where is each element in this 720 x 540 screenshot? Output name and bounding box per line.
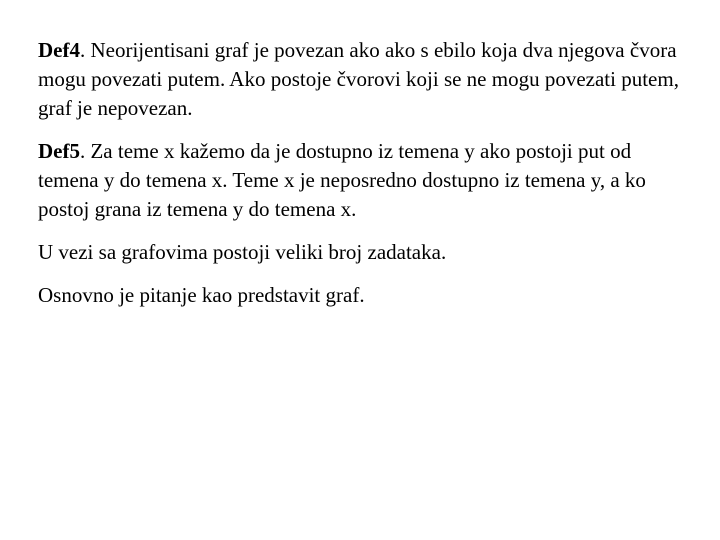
definition-5-paragraph (38, 137, 688, 224)
definition-5-term: Def5 (38, 139, 80, 163)
representation-paragraph: Osnovno je pitanje kao predstavit graf. (38, 283, 365, 307)
slide-content (38, 36, 688, 324)
definition-4-text: . Neorijentisani graf je povezan ako ako s ebilo koja dva njegova čvora mogu povezati putem. Ako postoje čvorovi koji se ne mogu povezati putem, graf je nepovezan. (38, 38, 679, 120)
definition-4-term: Def4 (38, 38, 80, 62)
definition-4-paragraph (38, 36, 688, 123)
definition-5-text: . Za teme x kažemo da je dostupno iz temena y ako postoji put od temena y do temena x. Teme x je neposredno dostupno iz temena y, a ko postoj grana iz temena y do temena x. (38, 139, 646, 221)
tasks-paragraph: U vezi sa grafovima postoji veliki broj zadataka. (38, 240, 447, 264)
